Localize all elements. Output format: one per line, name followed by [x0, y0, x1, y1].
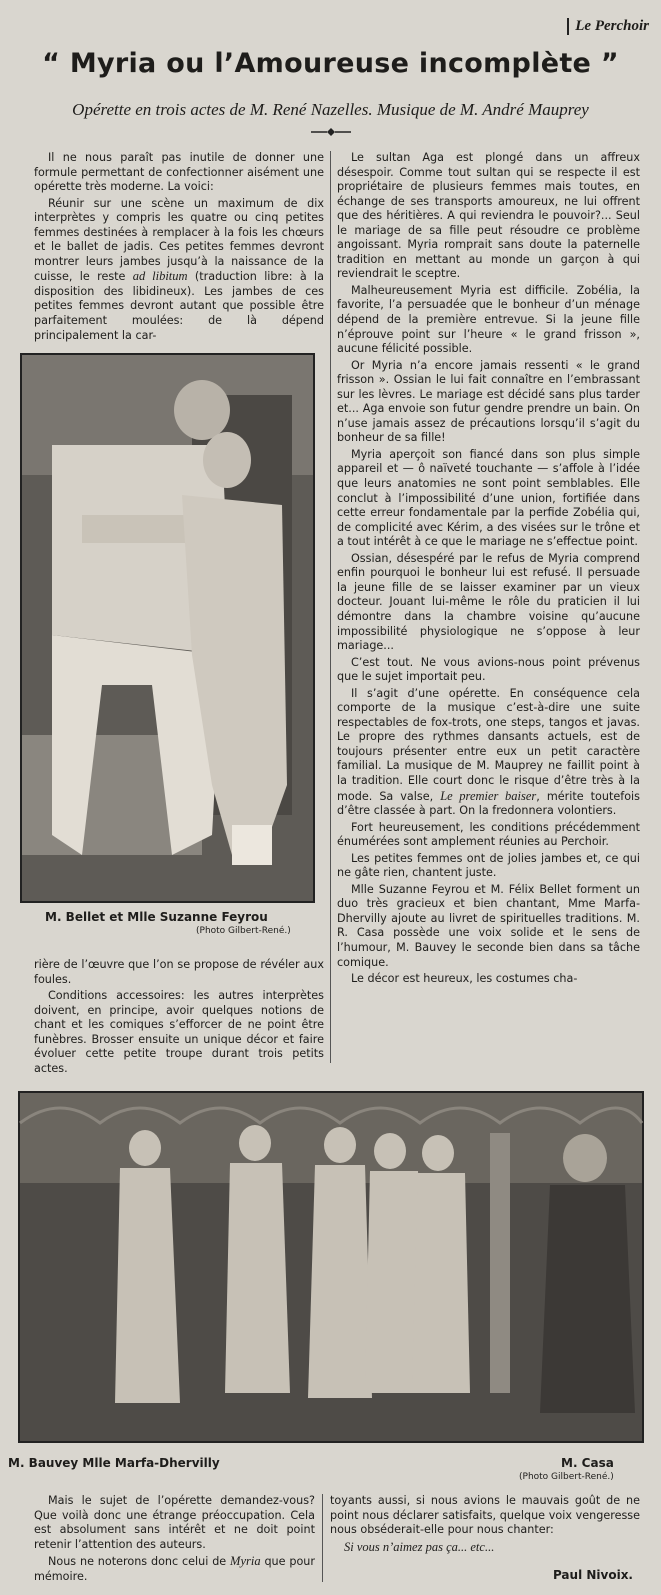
article-subtitle: Opérette en trois actes de M. René Nazelles. Musique de M. André Mauprey	[72, 100, 589, 119]
paragraph: Conditions accessoires: les autres interprètes doivent, en principe, avoir quelques notions de chant et les comiques s’efforcer de ne point être funèbres. Brosser ensuite un unique décor et faire évoluer cette petite troupe durant trois petits actes.	[34, 989, 324, 1075]
article-title: “ Myria ou l’Amoureuse incomplète ”	[42, 48, 619, 79]
paragraph: Myria aperçoit son fiancé dans son plus simple appareil et — ô naïveté touchante — s’affole à l’idée que leurs anatomies ne sont point semblables. Elle conclut à l’impossibilité d’une union, fortifiée dans cette erreur fondamentale par la perfide Zobélia qui, de complicité avec Kérim, a des visées sur le trône et a tout intérêt à ce que le mariage ne s’effectue point.	[337, 447, 640, 549]
article-column-left-top	[34, 151, 324, 347]
paragraph: Malheureusement Myria est difficile. Zobélia, la favorite, l’a persuadée que le bonheur d’un ménage dépend de la première entrevue. Si la jeune fille n’éprouve point sur l’heure « le grand frisson », aucune félicité possible.	[337, 283, 640, 356]
paragraph: C’est tout. Ne vous avions-nous point prévenus que le sujet importait peu.	[337, 655, 640, 684]
photo-ensemble-image	[20, 1093, 642, 1441]
paragraph: Mlle Suzanne Feyrou et M. Félix Bellet forment un duo très gracieux et bien chantant, Mme Marfa-Dhervilly ajoute au livret de spirituelles traditions. M. R. Casa possède une voix solide et le sens de l’humour, M. Bauvey le seconde bien dans sa tâche comique.	[337, 882, 640, 969]
section-rubric: Le Perchoir	[567, 18, 649, 35]
article-column-bottom-left	[34, 1494, 315, 1584]
column-rule-bottom	[322, 1494, 323, 1582]
ornament-icon	[311, 128, 351, 136]
paragraph: Ossian, désespéré par le refus de Myria comprend enfin pourquoi le bonheur lui est refusé. Il persuade la jeune fille de se laisser examiner par un vieux docteur. Jouant lui-même le rôle du praticien il lui démontre dans la chambre voisine qu’aucune impossibilité physiologique ne s’oppose à leur mariage...	[337, 551, 640, 653]
paragraph: Il ne nous paraît pas inutile de donner une formule permettant de confectionner aisément une opérette très moderne. La voici:	[34, 151, 324, 194]
author-signature: Paul Nivoix.	[552, 1568, 633, 1582]
photo2-credit: (Photo Gilbert-René.)	[519, 1472, 614, 1482]
paragraph: Le sultan Aga est plongé dans un affreux désespoir. Comme tout sultan qui se respecte il est propriétaire de plusieurs femmes mais toutes, en échange de ses transports amoureux, ne lui offrent que des héritières. A qui reviendra le pouvoir?... Seul le mariage de sa fille peut résoudre ce problème angoissant. Myria romprait sans doute la paternelle tradition en mettant au monde un garçon à qui reviendrait le sceptre.	[337, 151, 640, 281]
photo1-caption: M. Bellet et Mlle Suzanne Feyrou	[45, 910, 268, 924]
paragraph: Si vous n’aimez pas ça... etc...	[344, 1539, 495, 1554]
photo-bellet-feyrou-image	[22, 355, 313, 901]
paragraph: rière de l’œuvre que l’on se propose de révéler aux foules.	[34, 958, 324, 986]
paragraph: toyants aussi, si nous avions le mauvais goût de ne point nous déclarer satisfaits, quelque voix vengeresse nous obséderait-elle pour nous chanter:	[330, 1494, 640, 1537]
photo2-caption-left: M. Bauvey Mlle Marfa-Dhervilly	[8, 1456, 220, 1470]
article-column-right	[337, 151, 640, 1063]
paragraph: Or Myria n’a encore jamais ressenti « le grand frisson ». Ossian le lui fait connaître en l’embrassant sur les lèvres. Le mariage est décidé sans plus tarder et... Aga envoie son futur gendre prendre un bain. On n’use jamais assez de précautions lorsqu’il s’agit du bonheur de sa fille!	[337, 358, 640, 445]
paragraph: Nous ne noterons donc celui de Myria que pour mémoire.	[34, 1554, 315, 1583]
photo1-credit: (Photo Gilbert-René.)	[196, 926, 291, 936]
paragraph: Mais le sujet de l’opérette demandez-vous? Que voilà donc une étrange préoccupation. Cela est absolument sans intérêt et ne doit point retenir l’attention des auteurs.	[34, 1494, 315, 1551]
photo-bellet-feyrou	[20, 353, 315, 903]
paragraph: Les petites femmes ont de jolies jambes et, ce qui ne gâte rien, chantent juste.	[337, 851, 640, 880]
photo2-caption-right: M. Casa	[561, 1456, 614, 1470]
paragraph: Il s’agit d’une opérette. En conséquence cela comporte de la musique c’est-à-dire une suite respectables de fox-trots, one steps, tangos et javas. Le propre des rythmes dansants actuels, est de toujours présenter entre eux un petit caractère familial. La musique de M. Mauprey ne faillit point à la tradition. Elle court donc le risque d’être très à la mode. Sa valse, Le premier baiser, mérite toutefois d’être classée à part. On la fredonnera volontiers.	[337, 686, 640, 818]
paragraph: Le décor est heureux, les costumes cha-	[351, 972, 578, 986]
column-rule	[330, 151, 331, 1063]
article-column-left-bottom	[34, 958, 324, 1075]
paragraph: Fort heureusement, les conditions précédemment énumérées sont amplement réunies au Perchoir.	[337, 820, 640, 849]
photo-ensemble	[18, 1091, 644, 1443]
paragraph: Réunir sur une scène un maximum de dix interprètes y compris les quatre ou cinq petites femmes destinées à remplacer à la fois les chœurs et le ballet de jadis. Ces petites femmes devront montrer leurs jambes jusqu’à la naissance de la cuisse, le reste ad libitum (traduction libre: à la disposition des libidineux). Les jambes de ces petites femmes devront autant que possible être parfaitement moulées: de là dépend principalement la car-	[34, 196, 324, 342]
